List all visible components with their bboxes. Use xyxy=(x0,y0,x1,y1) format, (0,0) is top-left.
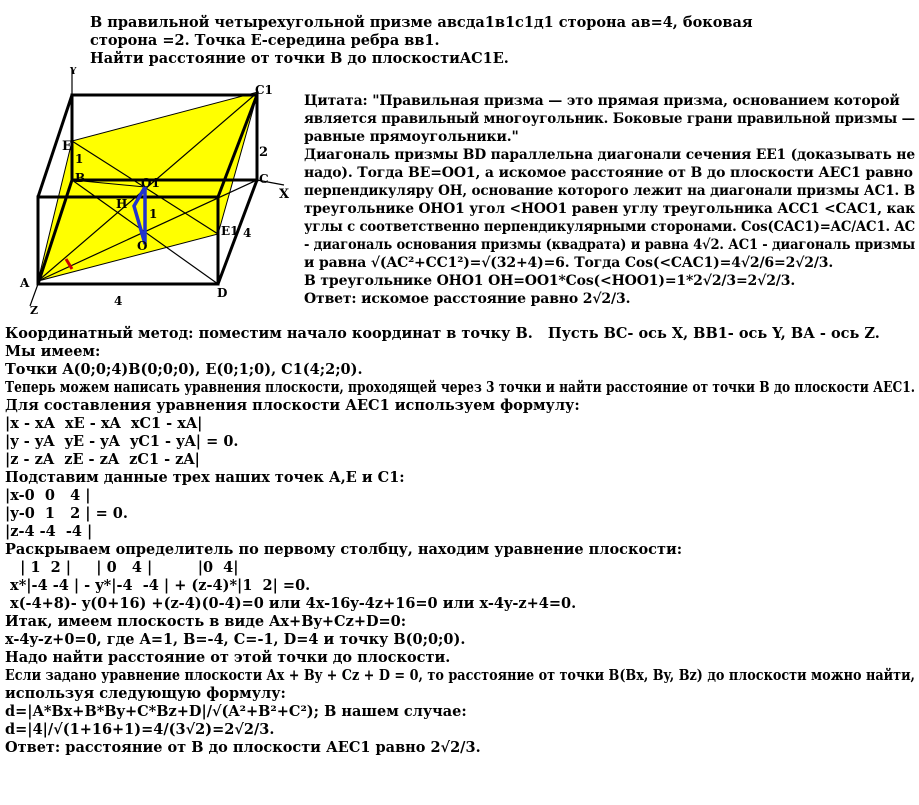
solution2-line-13: Раскрываем определитель по первому столбцу, находим уравнение плоскости: xyxy=(5,541,683,558)
problem-line-3: Найти расстояние от точки В до плоскостиAC1E. xyxy=(90,50,509,67)
solution2-line-5: Для составления уравнения плоскости АЕС1 используем формулу: xyxy=(5,397,580,414)
label-z: Z xyxy=(30,304,39,317)
solution1-line-1: Цитата: "Правильная призма — это прямая призма, основанием которой xyxy=(304,93,900,109)
solution2-line-23: d=|4|/√(1+16+1)=4/(3√2)=2√2/3. xyxy=(5,721,275,738)
solution1-line-3: равные прямоугольники." xyxy=(304,129,519,145)
label-o1: O1 xyxy=(141,176,160,190)
label-4-right: 4 xyxy=(243,226,252,240)
label-e: E xyxy=(62,139,72,154)
label-d: D xyxy=(217,286,228,300)
solution2-line-16: x(-4+8)- y(0+16) +(z-4)(0-4)=0 или 4x-16y-4z+16=0 или x-4y-z+4=0. xyxy=(5,595,577,612)
label-x: X xyxy=(279,187,290,202)
label-c1: C1 xyxy=(255,83,273,97)
solution2-line-24: Ответ: расстояние от В до плоскости АЕС1 равно 2√2/3. xyxy=(5,739,481,756)
label-h: H xyxy=(116,197,128,211)
solution2-line-20: Если задано уравнение плоскости Ax + By + Cz + D = 0, то расстояние от точки B(Bx, By, Bz) до плоскости можно найти, xyxy=(5,667,916,684)
solution2-line-12: |z-4 -4 -4 | xyxy=(5,523,93,540)
label-e1: E1 xyxy=(221,224,239,238)
solution2-line-7: |y - yA yE - yA yC1 - yA| = 0. xyxy=(5,433,239,450)
solution2-line-9: Подставим данные трех наших точек А,Е и С1: xyxy=(5,469,405,486)
solution1-line-4: Диагональ призмы BD параллельна диагонали сечения ЕЕ1 (доказывать не xyxy=(304,147,915,163)
label-1-e: 1 xyxy=(75,152,84,166)
label-c: C xyxy=(259,172,269,186)
solution2-line-19: Надо найти расстояние от этой точки до плоскости. xyxy=(5,649,451,666)
label-1-oo1: 1 xyxy=(149,207,158,221)
solution2-line-21: используя следующую формулу: xyxy=(5,685,286,702)
label-y: Y xyxy=(70,67,77,77)
label-a: A xyxy=(20,276,30,290)
solution2-line-22: d=|A*Bx+B*By+C*Bz+D|/√(A²+B²+C²); В нашем случае: xyxy=(5,703,467,720)
solution2-line-1: Координатный метод: поместим начало координат в точку В. Пусть ВС- ось Х, ВВ1- ось Y, ВА - ось Z. xyxy=(5,325,880,342)
label-o: O xyxy=(137,239,148,253)
problem-line-2: сторона =2. Точка Е-середина ребра вв1. xyxy=(90,32,440,49)
solution1-line-7: треугольнике ОНО1 угол <НОО1 равен углу треугольника АСС1 <CAC1, как xyxy=(304,201,915,217)
solution1-line-8: углы с соответственно перпендикулярными сторонами. Cos(CAC1)=AC/AC1. AC xyxy=(304,219,916,235)
solution2-line-17: Итак, имеем плоскость в виде Ax+By+Cz+D=0: xyxy=(5,613,407,630)
solution1-line-9: - диагональ основания призмы (квадрата) и равна 4√2. АС1 - диагональ призмы xyxy=(304,237,916,253)
problem-line-1: В правильной четырехугольной призме авсда1в1с1д1 сторона ав=4, боковая xyxy=(90,14,753,31)
solution2-line-2: Мы имеем: xyxy=(5,343,101,360)
solution2-line-18: x-4y-z+0=0, где A=1, B=-4, C=-1, D=4 и точку В(0;0;0). xyxy=(5,631,466,648)
solution1-line-6: перпендикуляру ОН, основание которого лежит на диагонали призмы АС1. В xyxy=(304,183,915,199)
solution2-line-6: |x - xA xE - xA xC1 - xA| xyxy=(5,415,203,432)
solution2-line-15: x*|-4 -4 | - y*|-4 -4 | + (z-4)*|1 2| =0. xyxy=(5,577,311,594)
axis-z xyxy=(30,284,38,306)
prism-figure xyxy=(10,58,305,323)
solution2-line-4: Теперь можем написать уравнения плоскости, проходящей через 3 точки и найти расстояние от точки В до плоскости АЕС1. xyxy=(5,379,915,396)
solution2-line-11: |y-0 1 2 | = 0. xyxy=(5,505,128,522)
solution1-line-10: и равна √(AC²+CC1²)=√(32+4)=6. Тогда Cos(<CAC1)=4√2/6=2√2/3. xyxy=(304,255,834,271)
label-b: B xyxy=(75,171,86,185)
solution1-line-5: надо). Тогда ВЕ=ОО1, а искомое расстояние от В до плоскости АЕС1 равно xyxy=(304,165,913,181)
solution2-line-14: | 1 2 | | 0 4 | |0 4| xyxy=(5,559,239,576)
label-4-bottom: 4 xyxy=(114,294,123,308)
solution1-line-2: является правильный многоугольник. Боковые грани правильной призмы — xyxy=(304,111,915,127)
solution1-line-12: Ответ: искомое расстояние равно 2√2/3. xyxy=(304,291,631,307)
label-2: 2 xyxy=(259,145,269,160)
solution2-line-8: |z - zA zE - zA zC1 - zA| xyxy=(5,451,200,468)
solution2-line-10: |x-0 0 4 | xyxy=(5,487,91,504)
solution1-line-11: В треугольнике ОНО1 ОН=ОО1*Cos(<HOO1)=1*2√2/3=2√2/3. xyxy=(304,273,796,289)
solution2-line-3: Точки A(0;0;4)B(0;0;0), E(0;1;0), C1(4;2;0). xyxy=(5,361,363,378)
